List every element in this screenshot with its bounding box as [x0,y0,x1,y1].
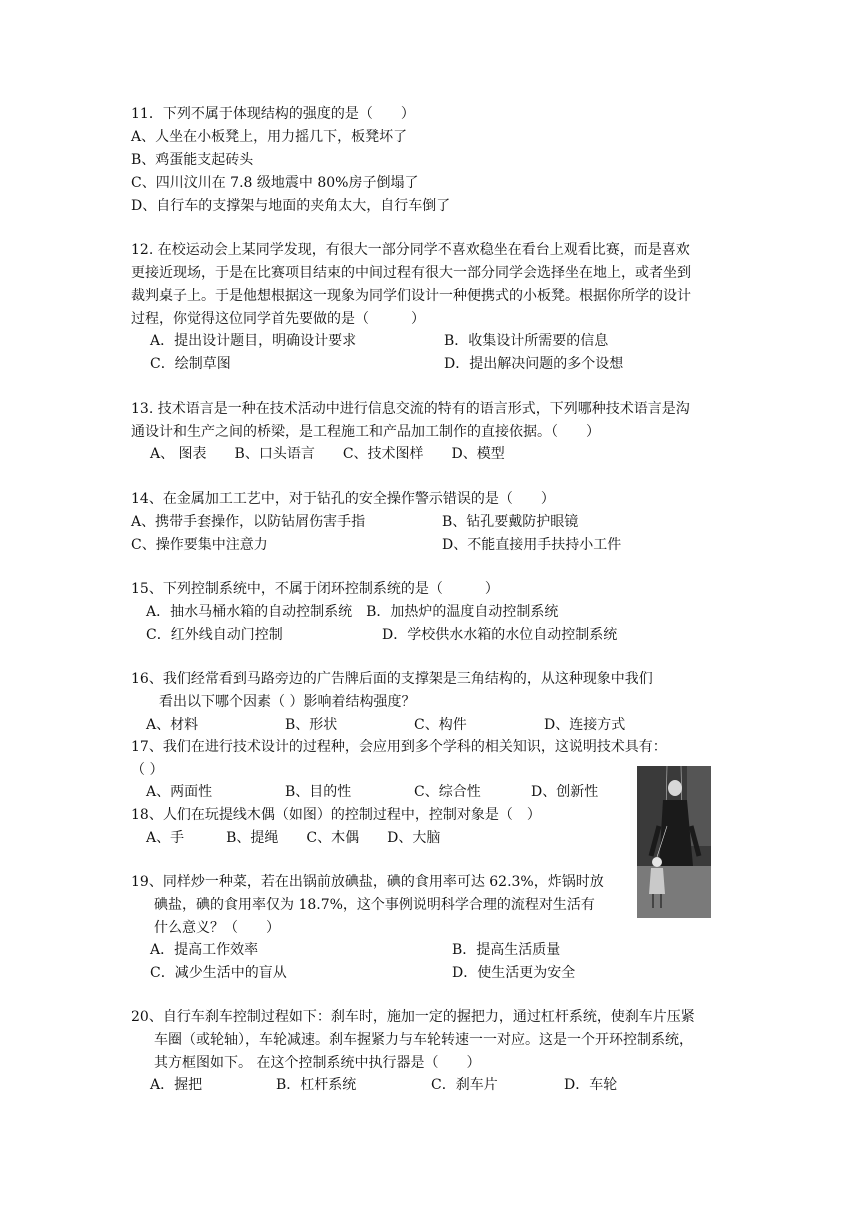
q12-stem-line: 更接近现场，于是在比赛项目结束的中间过程有很大一部分同学会选择坐在地上，或者坐到 [131,265,691,281]
q17-stem-line: 17、我们在进行技术设计的过程种，会应用到多个学科的相关知识，这说明技术具有： [131,739,667,755]
q16-option-d: D、连接方式 [544,717,626,733]
q19-option-b: B．提高生活质量 [452,942,561,958]
puppet-figure [637,766,711,918]
q18-stem: 18、人们在玩提线木偶（如图）的控制过程中，控制对象是（ ） [131,807,541,823]
q12-option-c: C．绘制草图 [150,356,231,372]
q19-stem-line: 19、同样炒一种菜，若在出锅前放碘盐，碘的食用率可达 62.3%，炸锅时放 [131,874,604,890]
q14-option-c: C、操作要集中注意力 [131,537,268,553]
q16-option-a: A、材料 [146,717,199,733]
puppet-photo [637,766,711,918]
q17-stem-line: （ ） [131,762,164,778]
q17-option-a: A、两面性 [146,784,213,800]
q15-option-c: C．红外线自动门控制 [146,627,283,643]
q12-option-d: D．提出解决问题的多个设想 [444,356,624,372]
q19-option-c: C．减少生活中的盲从 [150,965,287,981]
q16-stem-line: 看出以下哪个因素（ ）影响着结构强度？ [159,694,416,710]
q19-option-d: D．使生活更为安全 [452,965,576,981]
q11-option-c: C、四川汶川在 7.8 级地震中 80%房子倒塌了 [131,175,419,191]
q20-option-c: C．刹车片 [431,1077,498,1093]
q17-option-c: C、综合性 [414,784,481,800]
q14-option-b: B、钻孔要戴防护眼镜 [442,514,579,530]
q15-stem: 15、下列控制系统中，不属于闭环控制系统的是（ ） [131,581,499,597]
q20-option-d: D．车轮 [564,1077,618,1093]
q12-stem-line: 过程，你觉得这位同学首先要做的是（ ） [131,311,425,327]
q13-stem-line: 13. 技术语言是一种在技术活动中进行信息交流的特有的语言形式，下列哪种技术语言是沟 [131,401,690,417]
q20-option-b: B．杠杆系统 [276,1077,357,1093]
q12-option-b: B．收集设计所需要的信息 [444,333,609,349]
q16-option-b: B、形状 [285,717,338,733]
q12-stem-line: 12. 在校运动会上某同学发现，有很大一部分同学不喜欢稳坐在看台上观看比赛，而是喜欢 [131,242,690,258]
q13-stem-line: 通设计和生产之间的桥梁，是工程施工和产品加工制作的直接依据。（ ） [131,424,600,440]
q20-option-a: A．握把 [150,1077,203,1093]
q16-stem-line: 16、我们经常看到马路旁边的广告牌后面的支撑架是三角结构的，从这种现象中我们 [131,671,653,687]
q11-option-a: A、人坐在小板凳上，用力摇几下，板凳坏了 [131,129,408,145]
q14-option-a: A、携带手套操作，以防钻屑伤害手指 [131,514,366,530]
q19-stem-line: 碘盐，碘的食用率仅为 18.7%，这个事例说明科学合理的流程对生活有 [154,897,595,913]
q14-option-d: D、不能直接用手扶持小工件 [442,537,622,553]
q12-stem-line: 裁判桌子上。于是他想根据这一现象为同学们设计一种便携式的小板凳。根据你所学的设计 [131,288,691,304]
q15-option-ab: A．抽水马桶水箱的自动控制系统 B．加热炉的温度自动控制系统 [146,604,559,620]
q16-option-c: C、构件 [414,717,467,733]
q11-option-d: D、自行车的支撑架与地面的夹角太大，自行车倒了 [131,198,451,214]
q20-stem-line: 车圈（或轮轴），车轮减速。刹车握紧力与车轮转速一一对应。这是一个开环控制系统， [154,1032,693,1048]
q12-option-a: A．提出设计题目，明确设计要求 [150,333,357,349]
q15-option-d: D．学校供水水箱的水位自动控制系统 [382,627,618,643]
q11-stem: 11．下列不属于体现结构的强度的是（ ） [131,106,415,122]
q13-options: A、 图表 B、口头语言 C、技术图样 D、模型 [150,446,505,462]
q14-stem: 14、在金属加工工艺中，对于钻孔的安全操作警示错误的是（ ） [131,491,555,507]
q11-option-b: B、鸡蛋能支起砖头 [131,152,254,168]
q20-stem-line: 其方框图如下。 在这个控制系统中执行器是（ ） [154,1055,481,1071]
q17-option-b: B、目的性 [285,784,352,800]
q19-stem-line: 什么意义？（ ） [154,920,280,936]
q18-options: A、手 B、提绳 C、木偶 D、大脑 [146,830,441,846]
q20-stem-line: 20、自行车刹车控制过程如下：刹车时，施加一定的握把力，通过杠杆系统，使刹车片压紧 [131,1009,695,1025]
q19-option-a: A．提高工作效率 [150,942,259,958]
q17-option-d: D、创新性 [531,784,599,800]
